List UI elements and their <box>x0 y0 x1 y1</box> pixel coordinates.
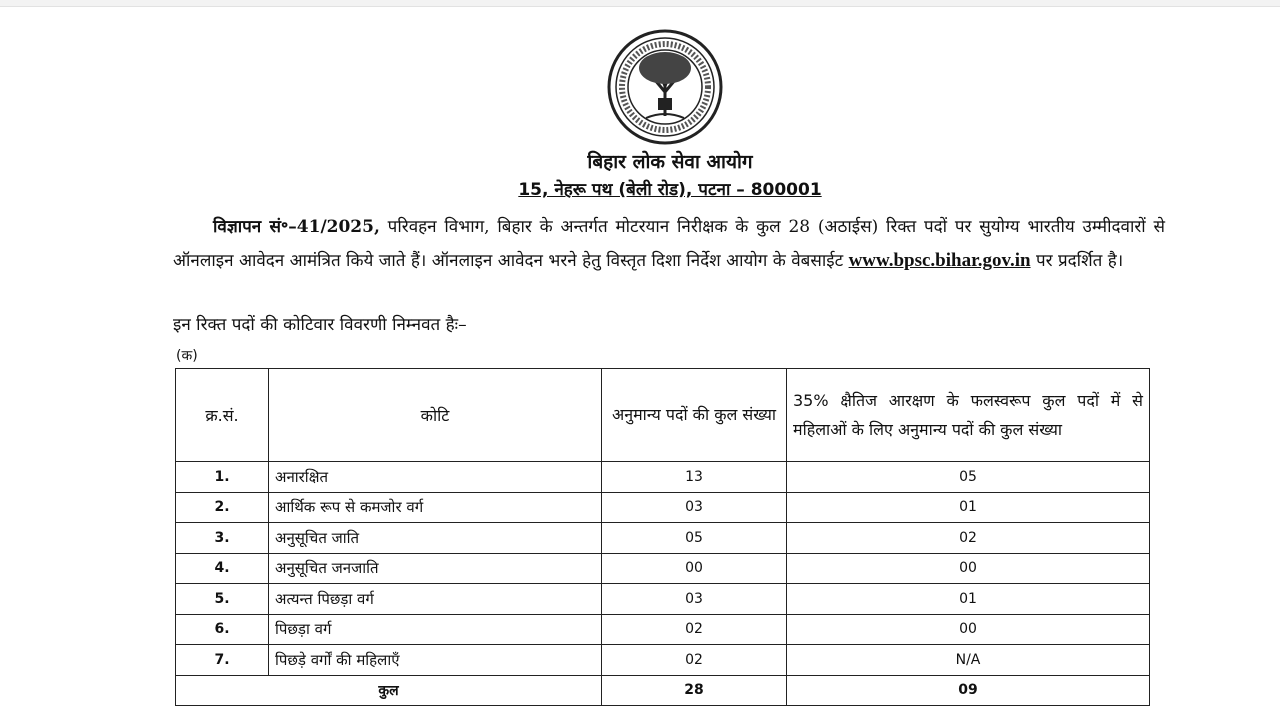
table-header-row <box>176 369 1150 462</box>
advertisement-text-2: पर प्रदर्शित है। <box>1030 251 1124 271</box>
row-women-posts: 00 <box>787 553 1150 584</box>
table-row <box>176 462 1150 493</box>
row-posts: 05 <box>602 523 787 554</box>
org-address: 15, नेहरू पथ (बेली रोड), पटना – 800001 <box>518 180 822 200</box>
total-women-posts: 09 <box>787 675 1150 706</box>
header-serial: क्र.सं. <box>176 369 269 462</box>
category-intro: इन रिक्त पदों की कोटिवार विवरणी निम्नवत हैः– <box>173 315 467 335</box>
row-posts: 03 <box>602 492 787 523</box>
org-name: बिहार लोक सेवा आयोग <box>587 151 753 173</box>
row-category: अत्यन्त पिछड़ा वर्ग <box>269 584 602 615</box>
vacancy-table <box>175 368 1150 706</box>
header-women-posts: 35% क्षैतिज आरक्षण के फलस्वरूप कुल पदों में से महिलाओं के लिए अनुमान्य पदों की कुल संख्या <box>787 369 1150 462</box>
advertisement-text-1: परिवहन विभाग, बिहार के अन्तर्गत मोटरयान निरीक्षक के कुल 28 (अठाईस) रिक्त पदों पर सुयोग्य भारतीय उम्मीदवारों से ऑनलाइन आवेदन आमंत्रित किये जाते हैं। ऑनलाइन आवेदन भरने हेतु विस्तृत दिशा निर्देश आयोग के वेबसाईट <box>173 217 1165 271</box>
row-women-posts: N/A <box>787 645 1150 676</box>
row-category: अनारक्षित <box>269 462 602 493</box>
table-row <box>176 492 1150 523</box>
advertisement-number: विज्ञापन सं॰–41/2025, <box>213 217 380 237</box>
row-category: अनुसूचित जनजाति <box>269 553 602 584</box>
row-serial: 5. <box>176 584 269 615</box>
row-posts: 13 <box>602 462 787 493</box>
row-posts: 02 <box>602 614 787 645</box>
table-row <box>176 523 1150 554</box>
row-category: अनुसूचित जाति <box>269 523 602 554</box>
row-serial: 7. <box>176 645 269 676</box>
row-serial: 6. <box>176 614 269 645</box>
row-women-posts: 01 <box>787 584 1150 615</box>
total-posts: 28 <box>602 675 787 706</box>
row-women-posts: 00 <box>787 614 1150 645</box>
website-link[interactable]: www.bpsc.bihar.gov.in <box>848 250 1031 271</box>
table-total-row <box>176 675 1150 706</box>
row-category: पिछड़ा वर्ग <box>269 614 602 645</box>
row-serial: 4. <box>176 553 269 584</box>
header-category: कोटि <box>269 369 602 462</box>
viewer-top-bar <box>0 0 1280 7</box>
header-posts: अनुमान्य पदों की कुल संख्या <box>602 369 787 462</box>
table-row <box>176 645 1150 676</box>
row-serial: 1. <box>176 462 269 493</box>
row-women-posts: 05 <box>787 462 1150 493</box>
section-label: (क) <box>176 348 198 364</box>
row-posts: 00 <box>602 553 787 584</box>
row-serial: 3. <box>176 523 269 554</box>
row-women-posts: 02 <box>787 523 1150 554</box>
row-posts: 02 <box>602 645 787 676</box>
bpsc-emblem-icon <box>606 28 724 146</box>
table-row <box>176 553 1150 584</box>
table-row <box>176 584 1150 615</box>
advertisement-paragraph <box>173 210 1165 278</box>
row-category: आर्थिक रूप से कमजोर वर्ग <box>269 492 602 523</box>
total-label: कुल <box>176 675 602 706</box>
row-category: पिछड़े वर्गों की महिलाएँ <box>269 645 602 676</box>
row-women-posts: 01 <box>787 492 1150 523</box>
table-row <box>176 614 1150 645</box>
row-posts: 03 <box>602 584 787 615</box>
row-serial: 2. <box>176 492 269 523</box>
